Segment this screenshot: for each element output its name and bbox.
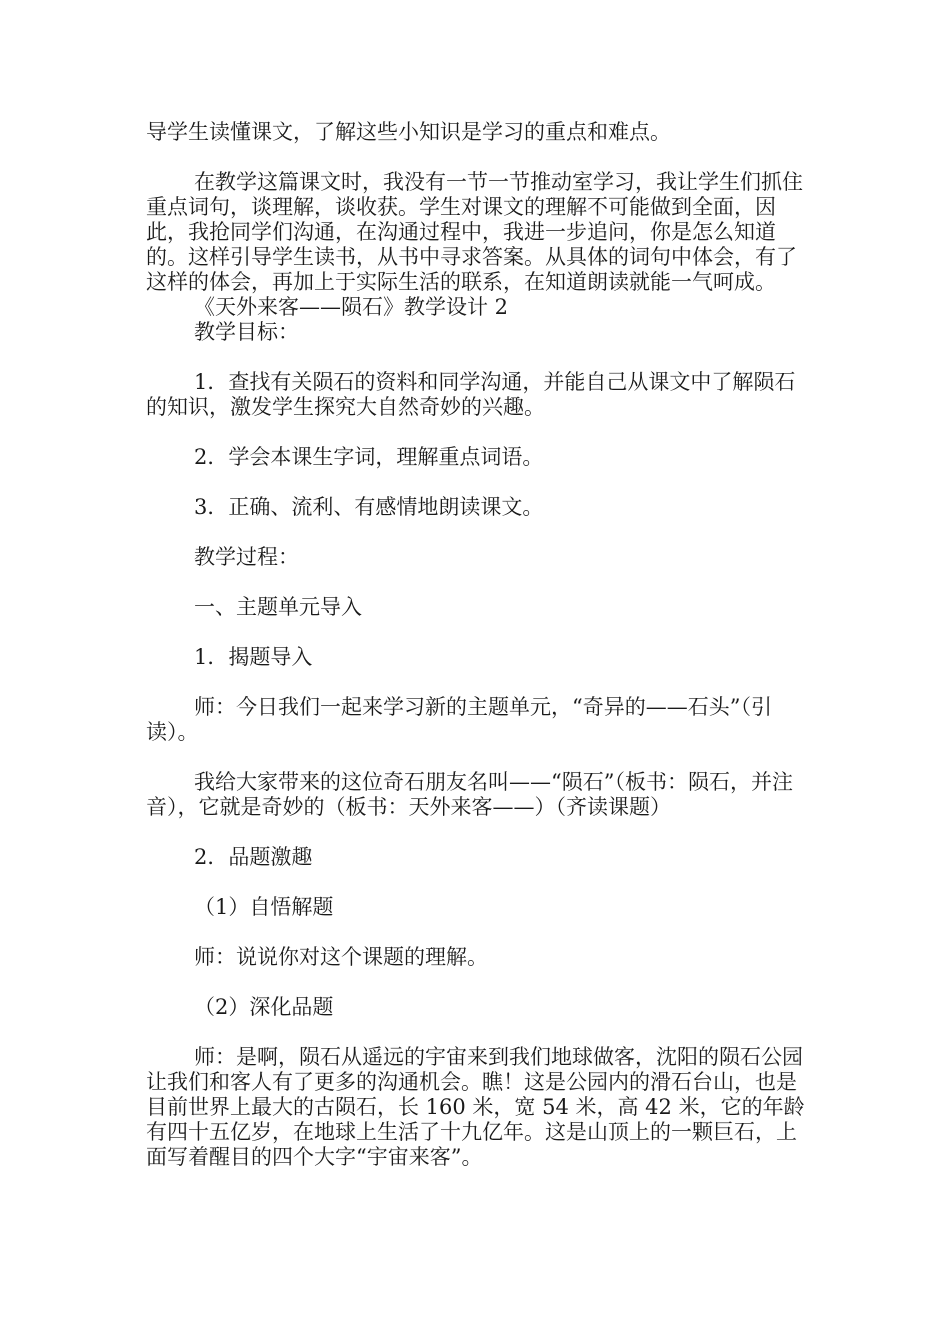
step-topic-interest: 2．品题激趣 — [194, 845, 313, 869]
goal-item-3: 3．正确、流利、有感情地朗读课文。 — [194, 495, 544, 519]
teacher-line-3: 师：说说你对这个课题的理解。 — [194, 945, 488, 969]
section-theme-intro: 一、主题单元导入 — [194, 595, 362, 619]
document-body — [146, 120, 812, 1170]
heading-teaching-process: 教学过程： — [194, 545, 299, 569]
teacher-line-4: 师：是啊，陨石从遥远的宇宙来到我们地球做客，沈阳的陨石公园让我们和客人有了更多的沟通机会。瞧！这是公园内的滑石台山，也是目前世界上最大的古陨石，长 160 米，宽 54 米，高 42 米，它的年龄有四十五亿岁，在地球上生活了十九亿年。这是山顶上的一颗巨石，上面写着醒目的四个大字“宇宙来客”。 — [146, 1045, 805, 1169]
substep-deepen-topic: （2）深化品题 — [194, 995, 334, 1019]
step-reveal-topic: 1．揭题导入 — [194, 645, 313, 669]
goal-item-2: 2．学会本课生字词，理解重点词语。 — [194, 445, 544, 469]
goal-item-1: 1．查找有关陨石的资料和同学沟通，并能自己从课文中了解陨石的知识，激发学生探究大自然奇妙的兴趣。 — [146, 370, 796, 419]
teacher-line-1: 师：今日我们一起来学习新的主题单元，“奇异的——石头”（引读）。 — [146, 695, 772, 744]
heading-teaching-goals: 教学目标： — [194, 320, 299, 344]
substep-self-understanding: （1）自悟解题 — [194, 895, 334, 919]
teacher-line-2: 我给大家带来的这位奇石朋友名叫——“陨石”（板书：陨石，并注音），它就是奇妙的（板书：天外来客——）（齐读课题） — [146, 770, 793, 819]
lesson-plan-title: 《天外来客——陨石》教学设计 2 — [194, 295, 509, 319]
paragraph-reflection: 在教学这篇课文时，我没有一节一节推动室学习，我让学生们抓住重点词句，谈理解，谈收获。学生对课文的理解不可能做到全面，因此，我抢同学们沟通，在沟通过程中，我进一步追问，你是怎么知道的。这样引导学生读书，从书中寻求答案。从具体的词句中体会，有了这样的体会，再加上于实际生活的联系，在知道朗读就能一气呵成。 — [146, 170, 803, 294]
paragraph-intro-tail: 导学生读懂课文，了解这些小知识是学习的重点和难点。 — [146, 120, 671, 144]
